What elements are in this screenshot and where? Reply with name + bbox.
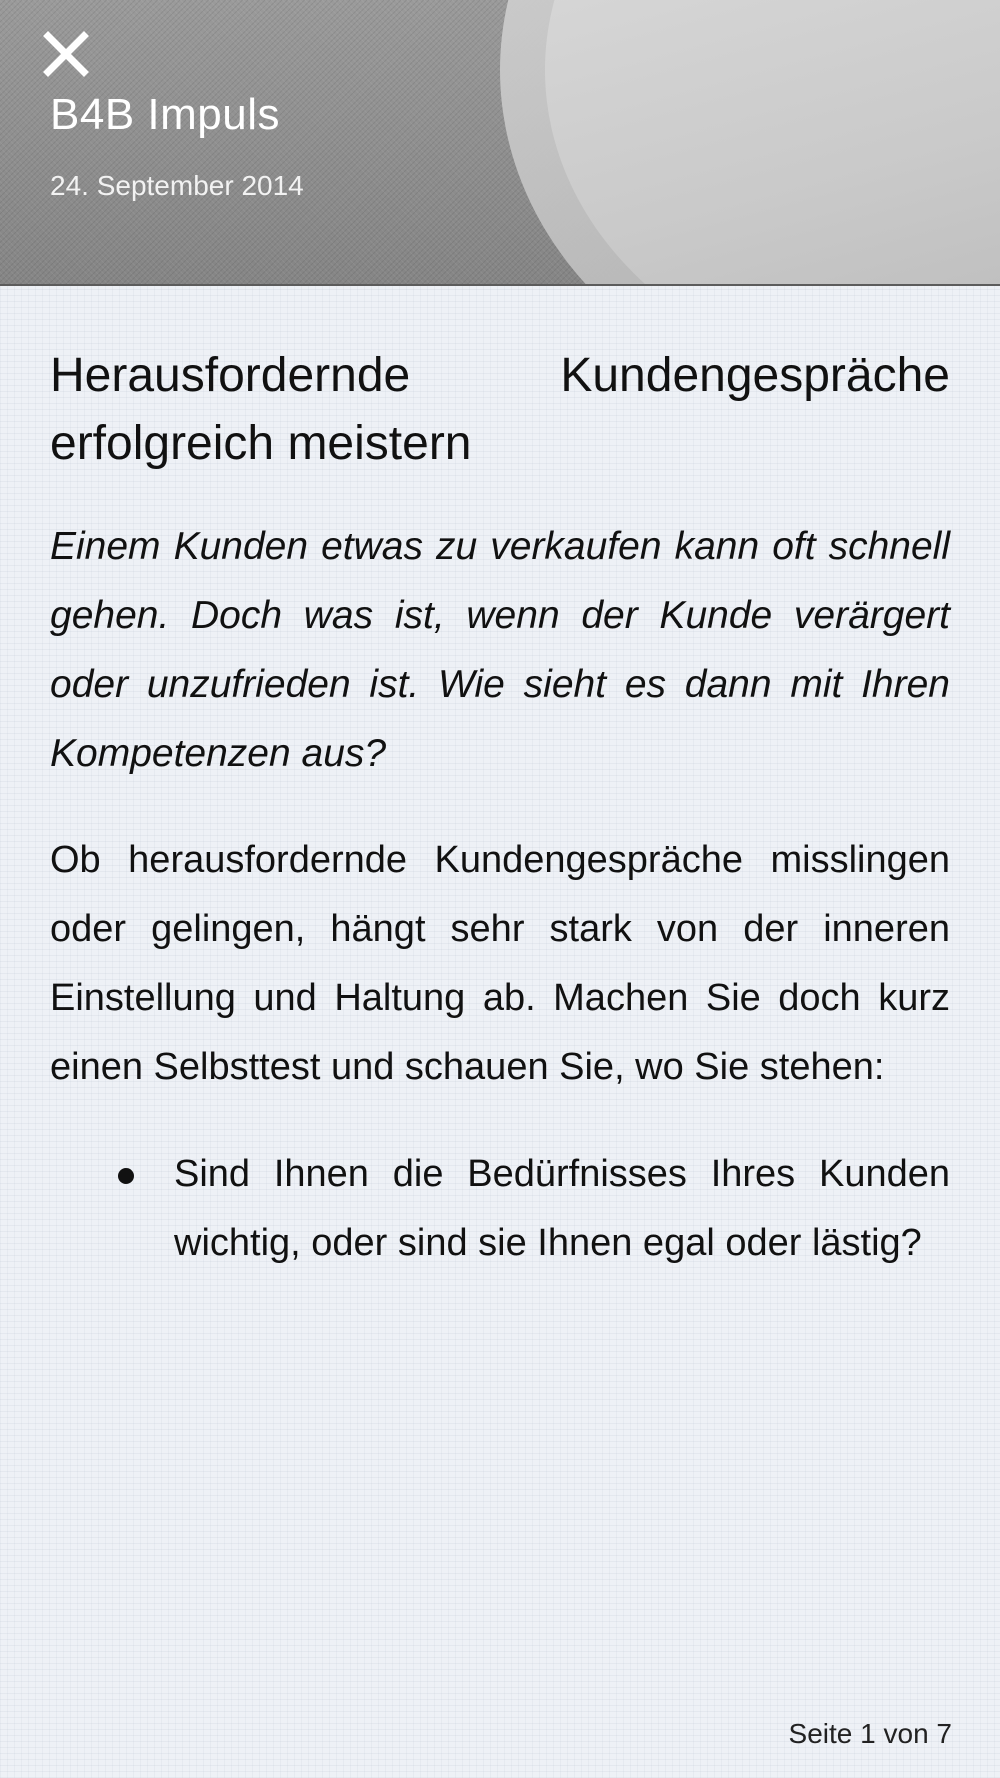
bullet-list (50, 1140, 950, 1278)
bullet-icon (118, 1168, 134, 1184)
close-button[interactable] (40, 28, 92, 80)
header-decoration-highlight (545, 0, 1000, 286)
list-item (174, 1140, 950, 1278)
page-indicator: Seite 1 von 7 (788, 1718, 952, 1749)
article-lead: Einem Kunden etwas zu verkaufen kann oft schnell gehen. Doch was ist, wenn der Kunde verärgert oder unzufrieden ist. Wie sieht es dann mit Ihren Kompetenzen aus? (50, 525, 950, 775)
close-icon (40, 28, 92, 80)
app-header (0, 0, 1000, 286)
article-page[interactable] (0, 286, 1000, 1778)
app-title: B4B Impuls (50, 90, 280, 139)
article-title: Herausfordernde Kundengespräche erfolgreich meistern (50, 349, 950, 470)
article-body-paragraph: Ob herausfordernde Kundengespräche misslingen oder gelingen, hängt sehr stark von der inneren Einstellung und Haltung ab. Machen Sie doch kurz einen Selbsttest und schauen Sie, wo Sie stehen: (50, 839, 950, 1088)
publication-date: 24. September 2014 (50, 170, 304, 201)
list-item-text: Sind Ihnen die Bedürfnisses Ihres Kunden wichtig, oder sind sie Ihnen egal oder lästig? (174, 1153, 950, 1264)
article (50, 342, 950, 1278)
